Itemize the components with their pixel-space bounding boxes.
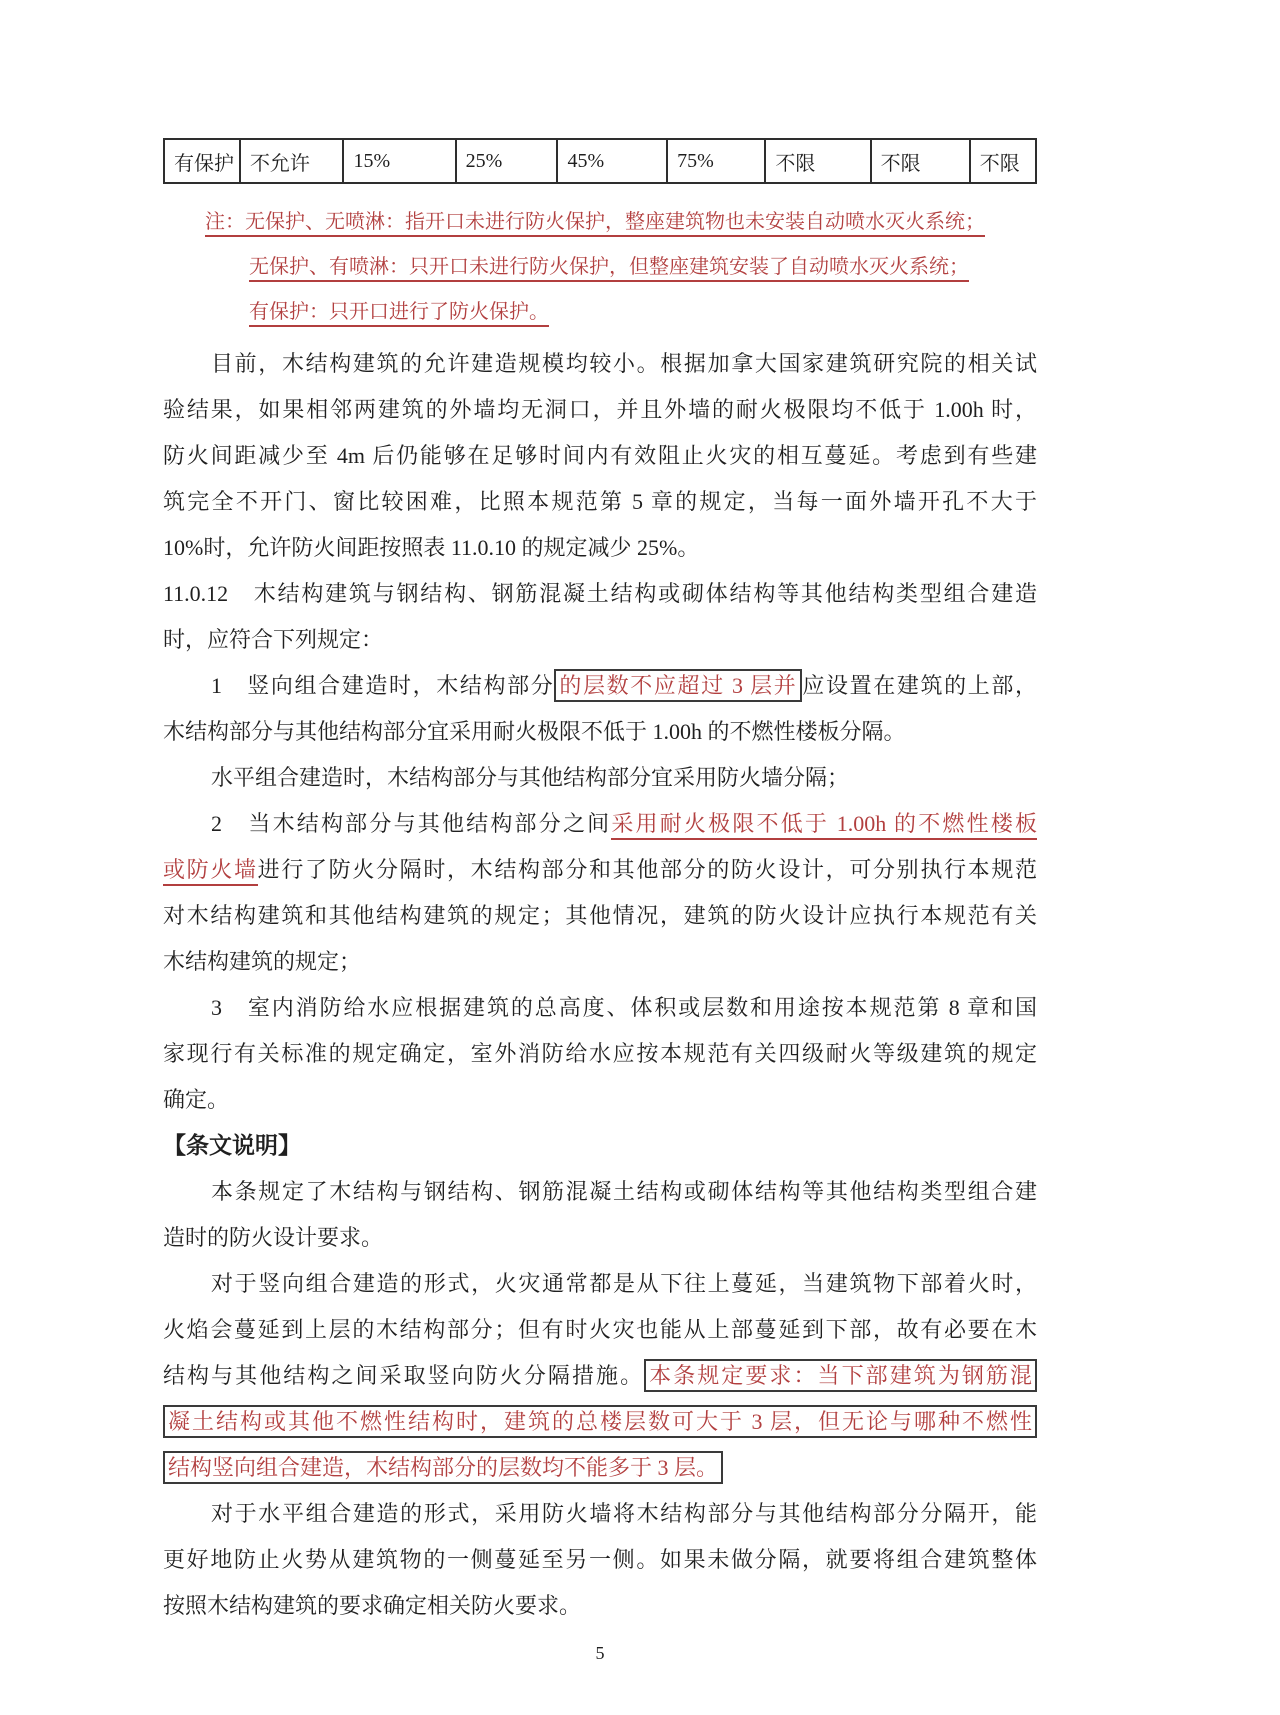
text-segment: 10%时，允许防火间距按照表 11.0.10 的规定减少 25%。 [163,535,700,560]
text-line [163,1537,1037,1583]
text-line [163,939,1037,985]
note-text: 注：无保护、无喷淋：指开口未进行防火保护，整座建筑物也未安装自动喷水灭火系统； [205,211,985,237]
table-cell: 不允许 [239,140,343,182]
text-line [163,1583,1037,1629]
table-cell: 25% [455,140,557,182]
text-line [163,755,1037,801]
text-segment: 按照木结构建筑的要求确定相关防火要求。 [163,1593,582,1618]
text-segment: 对于竖向组合建造的形式，火灾通常都是从下往上蔓延，当建筑物下部着火时， [211,1271,1037,1296]
text-segment: 防火间距减少至 4m 后仍能够在足够时间内有效阻止火灾的相互蔓延。考虑到有些建 [163,443,1037,468]
text-line [163,617,1037,663]
page-number: 5 [595,1643,605,1663]
text-segment: 水平组合建造时，木结构部分与其他结构部分宜采用防火墙分隔； [211,765,850,790]
text-segment: 1 竖向组合建造时，木结构部分 [211,673,555,698]
text-segment: 确定。 [163,1087,230,1112]
text-line [163,1399,1037,1445]
table-cell: 15% [342,140,454,182]
text-segment: 进行了防火分隔时，木结构部分和其他部分的防火设计，可分别执行本规范 [257,857,1037,882]
text-line [163,1445,1037,1491]
note-text: 有保护：只开口进行了防火保护。 [249,301,549,327]
text-segment: 筑完全不开门、窗比较困难，比照本规范第 5 章的规定，当每一面外墙开孔不大于 [163,489,1037,514]
text-segment: 对于水平组合建造的形式，采用防火墙将木结构部分与其他结构部分分隔开，能 [211,1501,1037,1526]
text-line [163,893,1037,939]
text-segment: 更好地防止火势从建筑物的一侧蔓延至另一侧。如果未做分隔，就要将组合建筑整体 [163,1547,1037,1572]
table-cell: 有保护 [174,152,234,175]
table-cell: 不限 [870,140,969,182]
text-segment: 火焰会蔓延到上层的木结构部分；但有时火灾也能从上部蔓延到下部，故有必要在木 [163,1317,1037,1342]
text-line [163,709,1037,755]
red-boxed-text: 凝土结构或其他不燃性结构时，建筑的总楼层数可大于 3 层，但无论与哪种不燃性 [163,1405,1037,1438]
text-segment: 木结构部分与其他结构部分宜采用耐火极限不低于 1.00h 的不燃性楼板分隔。 [163,719,906,744]
text-line [163,1169,1037,1215]
text-segment: 目前，木结构建筑的允许建造规模均较小。根据加拿大国家建筑研究院的相关试 [211,351,1037,376]
text-line [163,1215,1037,1261]
table-cell: 45% [556,140,666,182]
text-segment: 时，应符合下列规定： [163,627,384,652]
text-segment: 2 当木结构部分与其他结构部分之间 [211,811,612,836]
red-boxed-text: 本条规定要求：当下部建筑为钢筋混 [644,1359,1037,1392]
text-segment: 本条规定了木结构与钢结构、钢筋混凝土结构或砌体结构等其他结构类型组合建 [211,1179,1037,1204]
text-line [163,341,1037,387]
table-note-line [163,290,1037,335]
text-line [163,1261,1037,1307]
page-content [163,0,1037,1664]
text-segment: 对木结构建筑和其他结构建筑的规定；其他情况，建筑的防火设计应执行本规范有关 [163,903,1037,928]
red-underlined-text: 采用耐火极限不低于 1.00h 的不燃性楼板 [611,811,1037,840]
text-segment: 11.0.12 木结构建筑与钢结构、钢筋混凝土结构或砌体结构等其他结构类型组合建造 [163,581,1037,606]
text-segment: 造时的防火设计要求。 [163,1225,384,1250]
text-segment: 验结果，如果相邻两建筑的外墙均无洞口，并且外墙的耐火极限均不低于 1.00h 时， [163,397,1037,422]
text-segment: 木结构建筑的规定； [163,949,362,974]
red-underlined-text: 或防火墙 [163,857,258,886]
table-note-line [163,200,1037,245]
red-boxed-text: 的层数不应超过 3 层并 [554,669,802,702]
text-line [163,571,1037,617]
document-body [163,341,1037,1629]
note-text: 无保护、有喷淋：只开口未进行防火保护，但整座建筑安装了自动喷水灭火系统； [249,256,969,282]
text-line [163,801,1037,847]
text-line [163,479,1037,525]
text-line [163,1031,1037,1077]
text-line [163,387,1037,433]
text-line [163,525,1037,571]
text-line [163,1353,1037,1399]
text-line [163,847,1037,893]
text-segment: 3 室内消防给水应根据建筑的总高度、体积或层数和用途按本规范第 8 章和国 [211,995,1037,1020]
table-cell: 不限 [969,140,1035,182]
text-line [163,1123,1037,1169]
table-cell: 不限 [764,140,869,182]
fire-separation-table-row [163,138,1037,184]
text-line [163,1307,1037,1353]
text-line [163,1077,1037,1123]
table-cell: 75% [666,140,764,182]
text-segment: 家现行有关标准的规定确定，室外消防给水应按本规范有关四级耐火等级建筑的规定 [163,1041,1037,1066]
red-boxed-text: 结构竖向组合建造，木结构部分的层数均不能多于 3 层。 [163,1451,723,1484]
text-line [163,663,1037,709]
section-heading-text: 【条文说明】 [163,1133,301,1158]
text-segment: 结构与其他结构之间采取竖向防火分隔措施。 [163,1363,645,1388]
text-segment: 应设置在建筑的上部， [802,673,1037,698]
text-line [163,433,1037,479]
text-line [163,1491,1037,1537]
table-notes [163,200,1037,335]
text-line [163,985,1037,1031]
table-note-line [163,245,1037,290]
